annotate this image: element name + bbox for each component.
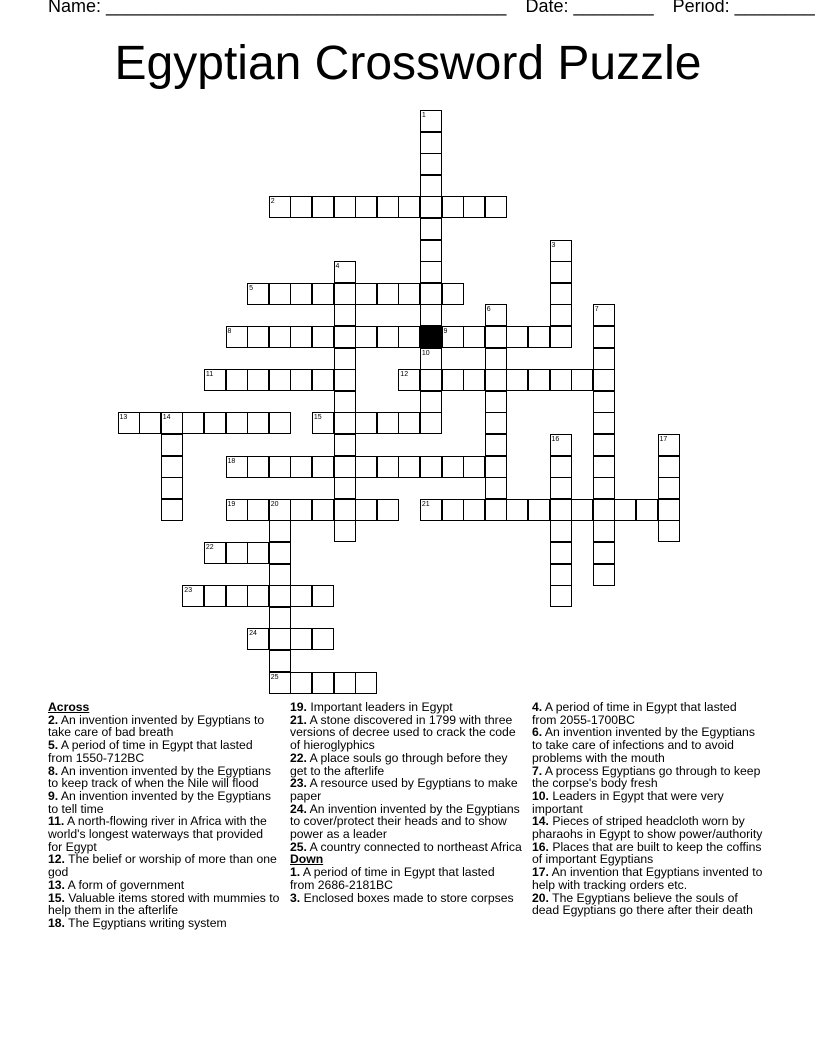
grid-cell[interactable] (420, 283, 442, 305)
grid-cell[interactable] (593, 564, 615, 586)
period-field[interactable]: Period: ________ (672, 0, 815, 16)
grid-cell[interactable] (550, 456, 572, 478)
grid-cell[interactable] (485, 412, 507, 434)
grid-cell[interactable] (550, 542, 572, 564)
grid-cell[interactable] (377, 412, 399, 434)
grid-cell[interactable] (269, 650, 291, 672)
name-field[interactable]: Name: ________________________________________ (48, 0, 507, 16)
grid-cell[interactable] (334, 456, 356, 478)
grid-cell[interactable] (269, 585, 291, 607)
grid-cell[interactable] (420, 132, 442, 154)
grid-cell[interactable] (269, 564, 291, 586)
clue-across-22: 22. A place souls go through before they get to the afterlife (290, 750, 508, 778)
grid-cell[interactable] (593, 326, 615, 348)
grid-cell[interactable] (463, 196, 485, 218)
grid-cell[interactable] (269, 628, 291, 650)
grid-cell[interactable] (204, 412, 226, 434)
grid-cell[interactable] (550, 564, 572, 586)
grid-cell[interactable] (377, 196, 399, 218)
clue-across-11: 11. A north-flowing river in Africa with the world's longest waterways that provided for Egypt (48, 814, 267, 854)
grid-cell[interactable] (420, 196, 442, 218)
grid-cell[interactable] (161, 434, 183, 456)
clue-down-10: 10. Leaders in Egypt that were very important (532, 788, 724, 816)
clue-across-24: 24. An invention invented by the Egyptians to cover/protect their heads and to show power as a leader (290, 801, 520, 842)
date-field[interactable]: Date: ________ (525, 0, 654, 16)
clue-number-24: 24 (249, 630, 257, 638)
grid-cell[interactable] (290, 628, 312, 650)
clue-number-8: 8 (227, 328, 232, 335)
clue-across-8: 8. An invention invented by the Egyptians to keep track of when the Nile will flood (48, 763, 271, 791)
grid-cell[interactable] (398, 326, 420, 348)
grid-cell[interactable] (290, 456, 312, 478)
grid-cell[interactable] (658, 520, 680, 542)
clue-number-4: 4 (335, 263, 340, 271)
grid-cell[interactable] (550, 304, 572, 326)
grid-cell[interactable] (334, 672, 356, 694)
grid-cell[interactable] (204, 585, 226, 607)
clue-number-15: 15 (313, 414, 322, 422)
grid-cell[interactable] (442, 283, 464, 305)
grid-cell[interactable] (593, 434, 615, 456)
clues-column-3 (532, 701, 764, 917)
grid-cell[interactable] (290, 326, 312, 348)
grid-cell[interactable] (485, 499, 507, 521)
clue-number-23: 23 (184, 587, 193, 595)
grid-cell[interactable] (334, 326, 356, 348)
clue-across-13: 13. A form of government (48, 877, 185, 892)
grid-cell[interactable] (485, 196, 507, 218)
grid-cell[interactable] (334, 283, 356, 305)
clue-across-9: 9. An invention invented by the Egyptians to tell time (48, 788, 271, 816)
grid-cell[interactable] (420, 153, 442, 175)
grid-cell[interactable] (485, 391, 507, 413)
grid-cell[interactable] (442, 456, 464, 478)
grid-cell[interactable] (636, 499, 658, 521)
grid-cell[interactable] (550, 283, 572, 305)
clue-down-4: 4. A period of time in Egypt that lasted from 2055-1700BC (532, 700, 737, 727)
clue-number-18: 18 (227, 457, 236, 465)
grid-cell[interactable] (226, 542, 248, 564)
grid-cell[interactable] (269, 412, 291, 434)
clue-number-3: 3 (551, 241, 556, 249)
grid-cell[interactable] (269, 456, 291, 478)
grid-cell[interactable] (355, 326, 377, 348)
grid-cell[interactable] (593, 477, 615, 499)
grid-cell[interactable] (182, 412, 204, 434)
clue-number-20: 20 (270, 500, 279, 508)
grid-cell[interactable] (420, 412, 442, 434)
grid-cell[interactable] (377, 499, 399, 521)
grid-cell[interactable] (420, 369, 442, 391)
grid-cell[interactable] (312, 672, 334, 694)
clue-number-13: 13 (119, 414, 128, 422)
grid-cell[interactable] (550, 326, 572, 348)
grid-cell[interactable] (442, 196, 464, 218)
clue-across-5: 5. A period of time in Egypt that lasted from 1550-712BC (48, 738, 253, 765)
grid-cell[interactable] (593, 391, 615, 413)
grid-cell[interactable] (442, 499, 464, 521)
grid-cell[interactable] (398, 283, 420, 305)
grid-cell[interactable] (463, 369, 485, 391)
grid-cell[interactable] (442, 369, 464, 391)
clue-down-17: 17. An invention that Egyptians invented to help with tracking orders etc. (532, 865, 763, 892)
grid-cell[interactable] (485, 348, 507, 370)
grid-cell[interactable] (334, 369, 356, 391)
grid-cell[interactable] (290, 369, 312, 391)
clue-across-21: 21. A stone discovered in 1799 with three versions of decree used to crack the code of hieroglyphics (290, 712, 516, 753)
grid-cell[interactable] (312, 283, 334, 305)
grid-cell[interactable] (334, 348, 356, 370)
clue-number-6: 6 (486, 306, 491, 314)
grid-cell[interactable] (550, 477, 572, 499)
grid-cell[interactable] (334, 520, 356, 542)
grid-cell[interactable] (571, 499, 593, 521)
clue-number-7: 7 (594, 306, 599, 314)
clue-number-19: 19 (227, 500, 236, 508)
grid-cell[interactable] (550, 369, 572, 391)
grid-cell[interactable] (528, 326, 550, 348)
clue-down-7: 7. A process Egyptians go through to keep the corpse's body fresh (532, 763, 761, 791)
grid-cell[interactable] (247, 456, 269, 478)
clue-across-19: 19. Important leaders in Egypt (290, 700, 453, 714)
grid-cell[interactable] (312, 456, 334, 478)
grid-cell[interactable] (226, 369, 248, 391)
grid-cell[interactable] (290, 499, 312, 521)
clue-across-18: 18. The Egyptians writing system (48, 915, 227, 930)
clue-number-1: 1 (421, 112, 426, 119)
page-title: Egyptian Crossword Puzzle (114, 37, 702, 90)
grid-cell[interactable] (658, 499, 680, 521)
grid-cell[interactable] (312, 499, 334, 521)
grid-cell[interactable] (593, 499, 615, 521)
grid-cell[interactable] (290, 672, 312, 694)
grid-cell[interactable] (593, 456, 615, 478)
grid-cell[interactable] (506, 499, 528, 521)
clue-number-22: 22 (205, 544, 214, 551)
grid-cell[interactable] (377, 283, 399, 305)
clue-down-20: 20. The Egyptians believe the souls of dead Egyptians go there after their death (532, 890, 753, 918)
clue-number-25: 25 (270, 673, 279, 681)
grid-cell[interactable] (334, 196, 356, 218)
grid-cell[interactable] (334, 477, 356, 499)
grid-cell[interactable] (312, 369, 334, 391)
grid-cell[interactable] (355, 499, 377, 521)
grid-cell[interactable] (593, 369, 615, 391)
grid-cell[interactable] (485, 434, 507, 456)
grid-cell[interactable] (139, 412, 161, 434)
grid-cell[interactable] (312, 585, 334, 607)
grid-cell[interactable] (290, 196, 312, 218)
grid-cell[interactable] (550, 499, 572, 521)
grid-cell[interactable] (269, 607, 291, 629)
clue-down-3: 3. Enclosed boxes made to store corpses (290, 890, 514, 905)
clue-across-2: 2. An invention invented by Egyptians to take care of bad breath (48, 712, 265, 740)
grid-cell[interactable] (355, 456, 377, 478)
grid-cell[interactable] (420, 261, 442, 283)
grid-cell[interactable] (614, 499, 636, 521)
grid-cell[interactable] (377, 456, 399, 478)
grid-cell[interactable] (355, 196, 377, 218)
grid-cell[interactable] (247, 542, 269, 564)
grid-cell[interactable] (312, 326, 334, 348)
clues-column-2 (290, 701, 522, 904)
grid-cell[interactable] (269, 283, 291, 305)
grid-cell[interactable] (506, 326, 528, 348)
grid-cell[interactable] (161, 499, 183, 521)
grid-cell[interactable] (355, 412, 377, 434)
grid-cell[interactable] (247, 326, 269, 348)
clue-number-10: 10 (421, 349, 430, 357)
clues-column-1 (48, 701, 280, 930)
grid-cell[interactable] (506, 369, 528, 391)
grid-cell[interactable] (161, 477, 183, 499)
grid-cell[interactable] (312, 628, 334, 650)
grid-cell[interactable] (550, 585, 572, 607)
grid-cell[interactable] (420, 304, 442, 326)
grid-cell[interactable] (420, 218, 442, 240)
clue-number-17: 17 (659, 436, 668, 443)
grid-cell[interactable] (226, 585, 248, 607)
grid-cell[interactable] (334, 304, 356, 326)
grid-cell[interactable] (398, 196, 420, 218)
grid-cell[interactable] (420, 175, 442, 197)
grid-cell[interactable] (593, 348, 615, 370)
grid-cell[interactable] (247, 499, 269, 521)
grid-cell[interactable] (420, 240, 442, 262)
clue-number-12: 12 (400, 371, 409, 379)
grid-cell[interactable] (571, 369, 593, 391)
grid-cell[interactable] (377, 326, 399, 348)
clue-across-25: 25. A country connected to northeast Africa (290, 839, 522, 854)
grid-cell[interactable] (485, 326, 507, 348)
clue-down-16: 16. Places that are built to keep the coffins of important Egyptians (532, 839, 762, 867)
grid-cell[interactable] (334, 391, 356, 413)
grid-cell[interactable] (528, 499, 550, 521)
clue-number-5: 5 (249, 284, 253, 292)
grid-cell[interactable] (485, 456, 507, 478)
grid-cell[interactable] (247, 585, 269, 607)
grid-cell[interactable] (290, 283, 312, 305)
clue-number-2: 2 (270, 198, 275, 206)
black-cell (420, 326, 442, 348)
clue-across-12: 12. The belief or worship of more than one god (48, 852, 277, 880)
clue-down-6: 6. An invention invented by the Egyptians to take care of infections and to avoid problems with the mouth (532, 725, 755, 765)
down-heading: Down (290, 852, 324, 867)
grid-cell[interactable] (226, 412, 248, 434)
grid-cell[interactable] (485, 477, 507, 499)
grid-cell[interactable] (550, 261, 572, 283)
clue-number-9: 9 (443, 328, 448, 335)
grid-cell[interactable] (334, 434, 356, 456)
grid-cell[interactable] (269, 326, 291, 348)
grid-cell[interactable] (593, 520, 615, 542)
clue-down-14: 14. Pieces of striped headcloth worn by pharaohs in Egypt to show power/authority (532, 814, 763, 842)
grid-cell[interactable] (420, 391, 442, 413)
grid-cell[interactable] (463, 499, 485, 521)
grid-cell[interactable] (312, 196, 334, 218)
grid-cell[interactable] (269, 520, 291, 542)
grid-cell[interactable] (398, 412, 420, 434)
grid-cell[interactable] (658, 456, 680, 478)
grid-cell[interactable] (334, 412, 356, 434)
clue-number-21: 21 (421, 500, 430, 508)
clue-number-16: 16 (551, 436, 560, 443)
across-heading: Across (48, 700, 90, 714)
grid-cell[interactable] (550, 520, 572, 542)
grid-cell[interactable] (420, 456, 442, 478)
grid-cell[interactable] (528, 369, 550, 391)
grid-cell[interactable] (355, 672, 377, 694)
clue-across-23: 23. A resource used by Egyptians to make paper (290, 776, 518, 803)
grid-cell[interactable] (290, 585, 312, 607)
grid-cell[interactable] (247, 369, 269, 391)
grid-cell[interactable] (398, 456, 420, 478)
clue-down-1: 1. A period of time in Egypt that lasted from 2686-2181BC (290, 865, 495, 892)
grid-cell[interactable] (593, 542, 615, 564)
grid-cell[interactable] (355, 283, 377, 305)
clue-number-14: 14 (162, 414, 171, 422)
grid-cell[interactable] (269, 369, 291, 391)
grid-cell[interactable] (334, 499, 356, 521)
grid-cell[interactable] (658, 477, 680, 499)
clue-across-15: 15. Valuable items stored with mummies to help them in the afterlife (48, 890, 280, 918)
grid-cell[interactable] (593, 412, 615, 434)
grid-cell[interactable] (269, 542, 291, 564)
grid-cell[interactable] (463, 326, 485, 348)
grid-cell[interactable] (161, 456, 183, 478)
grid-cell[interactable] (485, 369, 507, 391)
clue-number-11: 11 (205, 371, 214, 379)
grid-cell[interactable] (247, 412, 269, 434)
grid-cell[interactable] (463, 456, 485, 478)
